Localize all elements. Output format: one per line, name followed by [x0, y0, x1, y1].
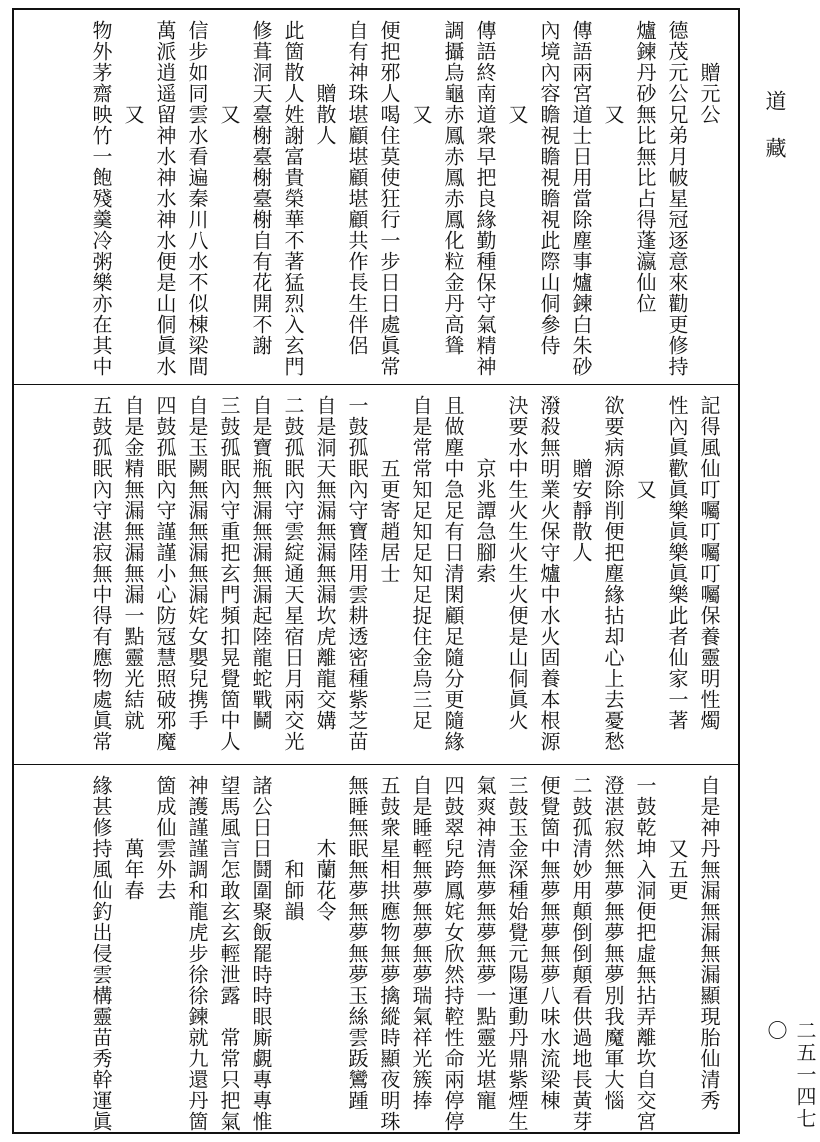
text-column: 五鼓孤眠內守湛寂無中得有應物處眞常 [89, 395, 113, 752]
text-column: 木蘭花令 [313, 775, 337, 922]
text-column: 便覺箇中無夢無夢無夢八味水流梁棟 [537, 775, 561, 1111]
column-group [86, 775, 724, 1132]
text-column: 決要水中生火生火生火便是山侗眞火 [505, 395, 529, 731]
text-column: 三鼓孤眠內守重把玄門頻扣晃覺箇中人 [217, 395, 241, 752]
text-column: 又 [409, 20, 433, 125]
text-column: 又 [121, 20, 145, 125]
text-column: 又 [217, 20, 241, 125]
text-column: 一鼓乾坤入洞便把虛無拈弄離坎自交宮 [633, 775, 657, 1132]
text-column: 便把邪人喝住莫使狂行一步日日處眞常 [377, 20, 401, 377]
text-column: 自是金精無漏無漏無漏一點靈光結就 [121, 395, 145, 731]
text-column: 和師韻 [281, 775, 305, 922]
text-column: 且做塵中急足有日清閑顧足隨分更隨緣 [441, 395, 465, 752]
text-column: 自是常常知足知足知足捉住金烏三足 [409, 395, 433, 731]
text-column: 一鼓孤眠內守寶陸用雲耕透密種紫芝苗 [345, 395, 369, 752]
column-group [86, 20, 724, 376]
text-column: 四鼓翠兒跨鳳姹女欣然持鞚性命兩停停 [441, 775, 465, 1132]
text-panel-middle [14, 384, 738, 764]
text-column: 此箇散人姓謝富貴榮華不著猛烈入玄門 [281, 20, 305, 377]
text-column: 自是玉闕無漏無漏無漏姹女嬰兒携手 [185, 395, 209, 731]
text-column: 潑殺無明業火保守爐中水火固養本根源 [537, 395, 561, 752]
text-column: 內境內容瞻視瞻視瞻視此際山侗參侍 [537, 20, 561, 356]
text-column: 修葺洞天臺榭臺榭臺榭自有花開不謝 [249, 20, 273, 356]
text-column: 性內眞歡眞樂眞樂眞樂此者仙家一著 [665, 395, 689, 731]
text-column: 京兆譚急腳索 [473, 395, 497, 584]
text-column: 緣甚修持風仙釣出侵雲構靈苗秀幹運眞 [89, 775, 113, 1132]
text-column: 又 [601, 20, 625, 125]
text-panel-bottom [14, 764, 738, 1132]
text-column: 氣爽神清無夢無夢無夢一點靈光堪寵 [473, 775, 497, 1111]
text-column: 傳語終南道衆早把良緣勤種保守氣精神 [473, 20, 497, 377]
text-column: 又 [505, 20, 529, 125]
text-column: 三鼓玉金深種始覺元陽運動丹鼎紫煙生 [505, 775, 529, 1132]
text-column: 自有神珠堪顧堪顧堪顧共作長生伴侶 [345, 20, 369, 356]
column-group [86, 395, 724, 756]
text-column: 神護謹謹調和龍虎步徐徐鍊就九還丹箇 [185, 775, 209, 1132]
text-column: 傳語兩宮道士日用當除塵事爐鍊白朱砂 [569, 20, 593, 377]
text-column: 五更寄趙居士 [377, 395, 401, 584]
text-column: 調攝烏龜赤鳳赤鳳赤鳳化粒金丹高聳 [441, 20, 465, 356]
text-column: 信步如同雲水看遍秦川八水不似棟梁間 [185, 20, 209, 377]
text-column: 贈元公 [697, 20, 721, 125]
text-column: 澄湛寂然無夢無夢無夢別我魔軍大惱 [601, 775, 625, 1111]
text-column: 又 [633, 395, 657, 500]
page-frame [12, 8, 740, 1134]
series-title: 道藏 [763, 90, 787, 184]
text-column: 爐鍊丹砂無比無比占得蓬瀛仙位 [633, 20, 657, 314]
text-column: 四鼓孤眠內守謹謹小心防冦慧照破邪魔 [153, 395, 177, 752]
text-column: 欲要病源除削便把塵緣拈却心上去憂愁 [601, 395, 625, 752]
text-column: 物外茅齋映竹一飽殘羹冷粥樂亦在其中 [89, 20, 113, 377]
text-column: 自是睡輕無夢無夢無夢瑞氣祥光簇捧 [409, 775, 433, 1111]
text-column: 自是寶瓶無漏無漏無漏起陸龍蛇戰鬭 [249, 395, 273, 731]
text-column: 二鼓孤清妙用顛倒倒顛看供過地長黃芽 [569, 775, 593, 1132]
page-number: 二五一四七〇 [764, 1020, 817, 1130]
text-column: 萬年春 [121, 775, 145, 901]
text-column: 贈安靜散人 [569, 395, 593, 563]
text-column: 箇成仙雲外去 [153, 775, 177, 901]
text-column: 自是神丹無漏無漏無漏顯現胎仙清秀 [697, 775, 721, 1111]
text-column: 德茂元公兄弟月帔星冠逐意來勸更修持 [665, 20, 689, 377]
text-column: 記得風仙叮囑叮囑叮囑保養靈明性燭 [697, 395, 721, 731]
text-panel-top [14, 10, 738, 384]
text-column: 又五更 [665, 775, 689, 901]
text-column: 二鼓孤眠內守雲綻通天星宿日月兩交光 [281, 395, 305, 752]
text-column: 自是洞天無漏無漏無漏坎虎離龍交媾 [313, 395, 337, 731]
text-column: 萬派逍遥留神水神水神水便是山侗眞水 [153, 20, 177, 377]
text-column: 贈散人 [313, 20, 337, 146]
text-column: 諸公日日鬪圍聚飯罷時時眼廝覷專專惟 [249, 775, 273, 1132]
text-column: 望馬風言怎敢玄玄輕泄露 常常只把氣 [217, 775, 241, 1132]
text-column: 無睡無眠無夢無夢無夢玉絲雲䟦鸞踵 [345, 775, 369, 1111]
text-column: 五鼓衆星相拱應物無夢擒縱時顯夜明珠 [377, 775, 401, 1132]
